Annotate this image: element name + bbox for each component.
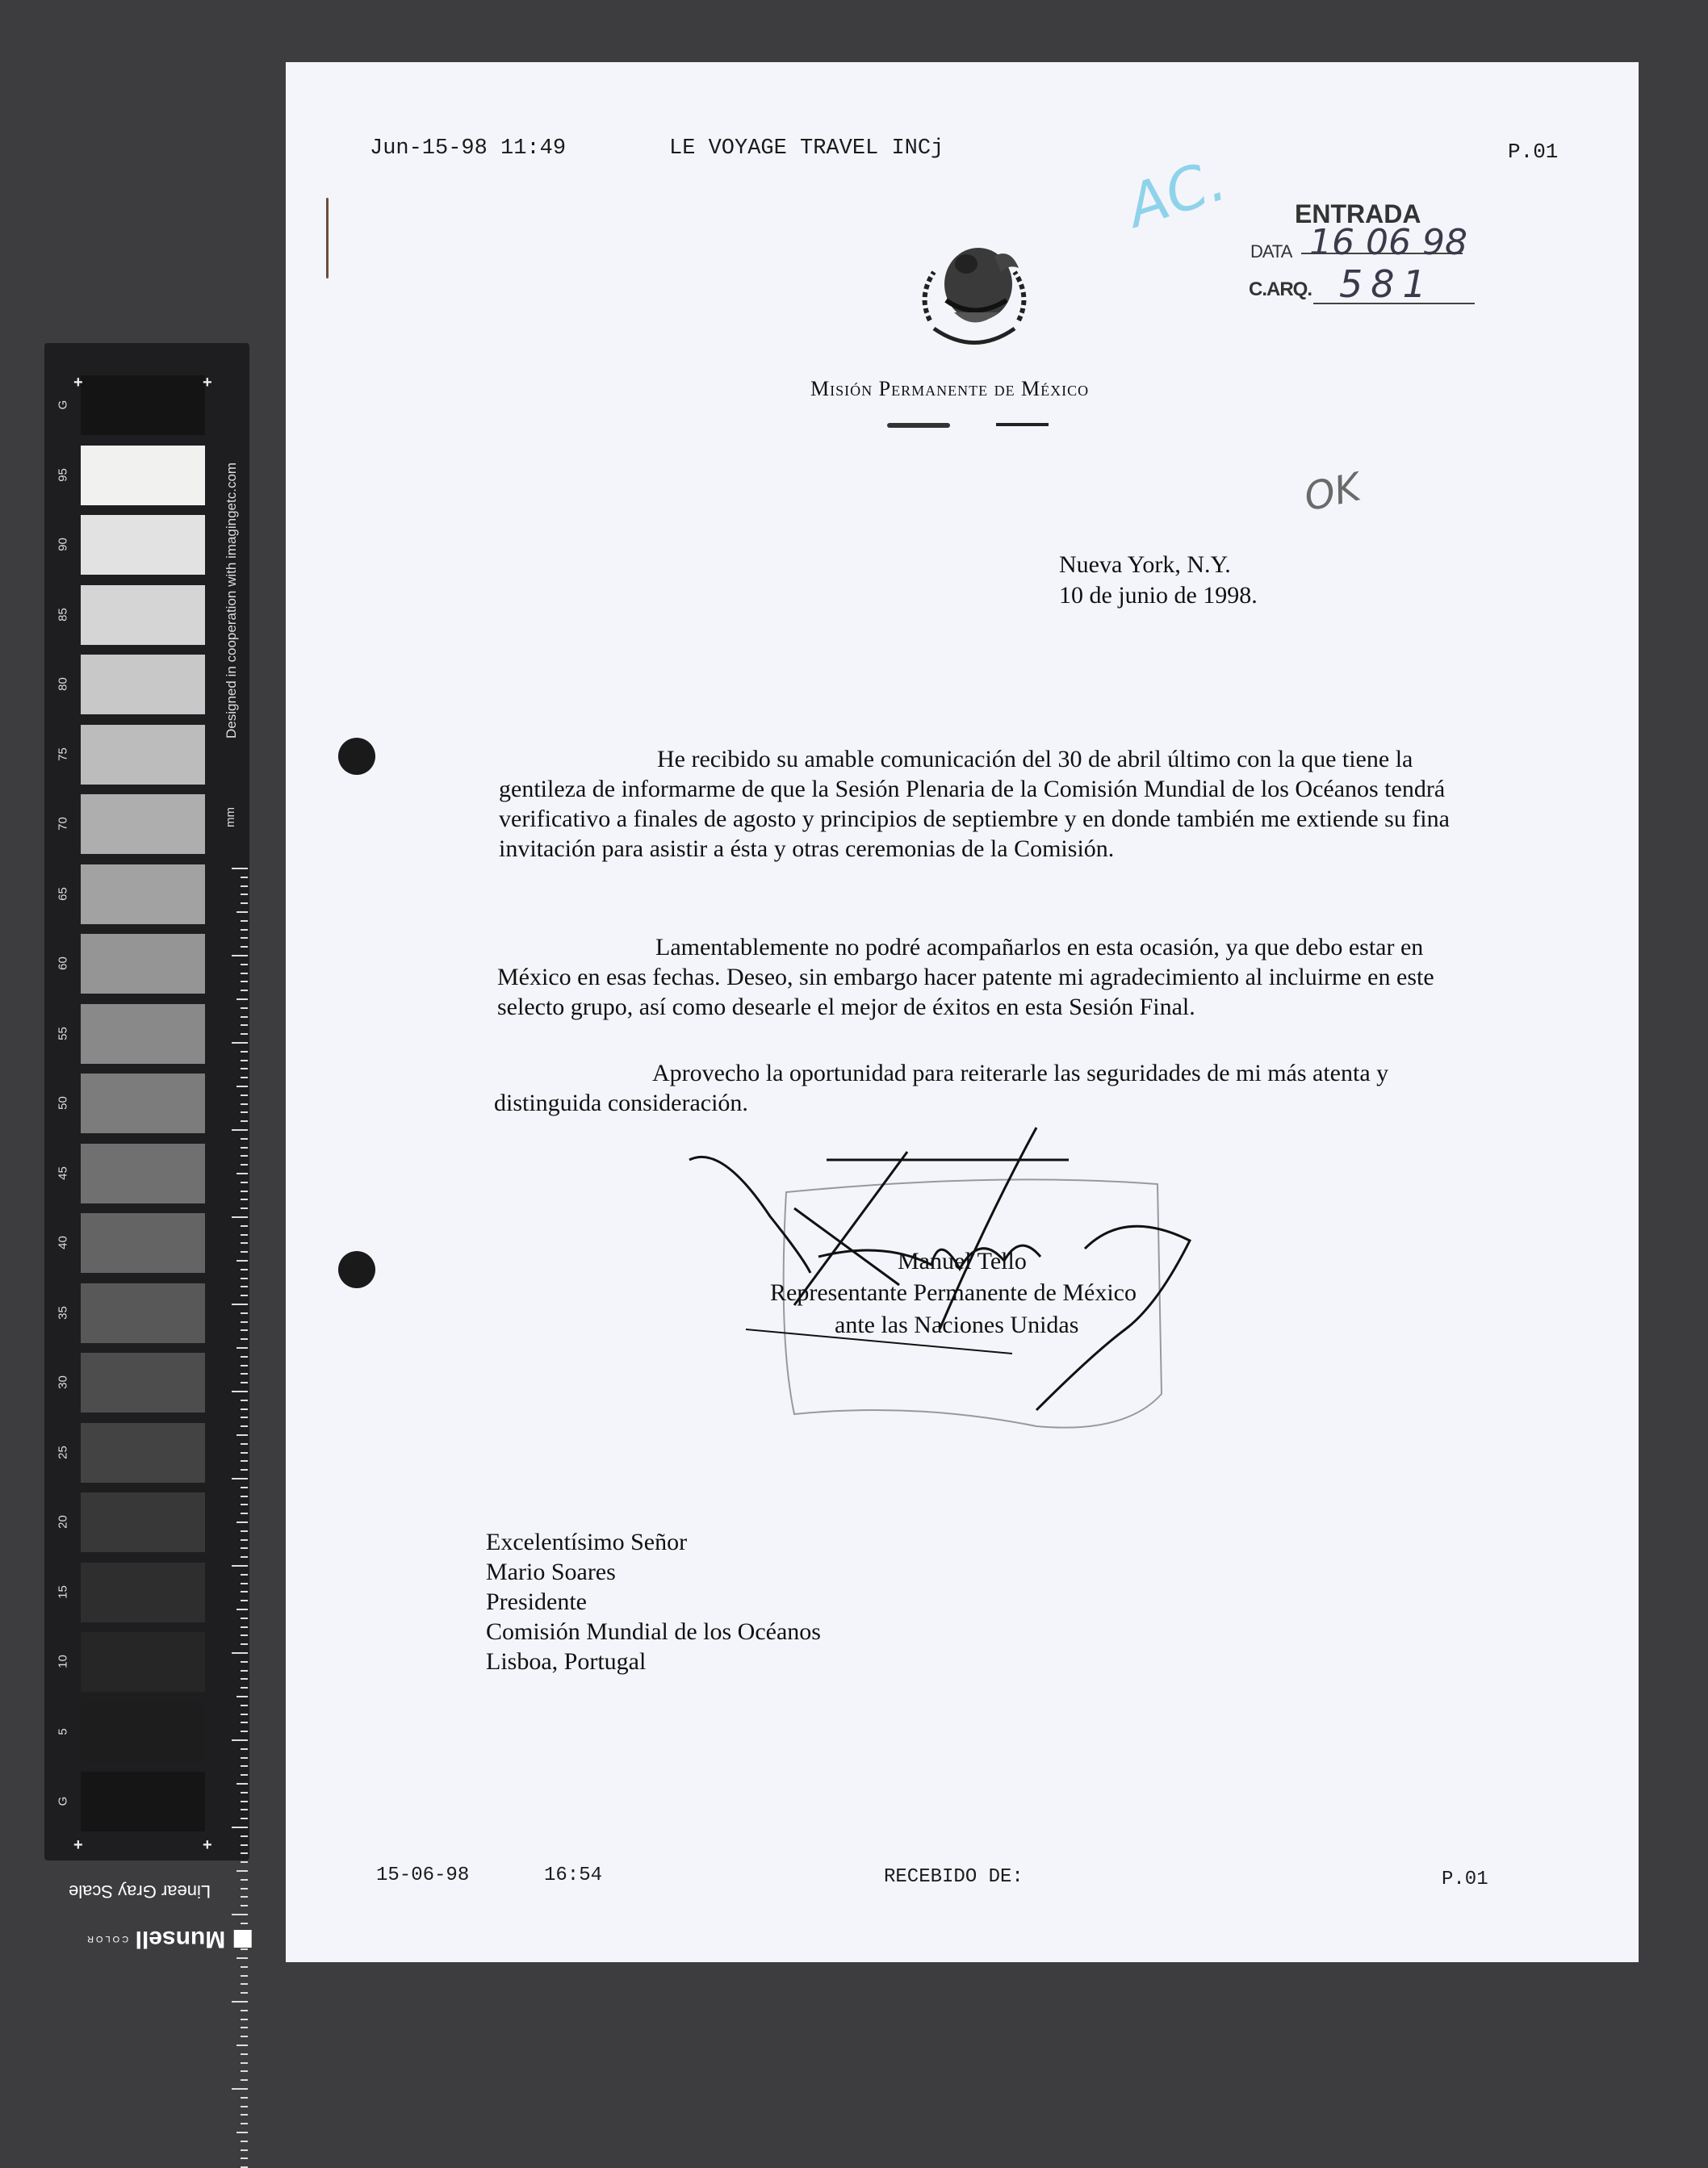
ruler-tick [237,1434,248,1436]
ruler-tick [241,1504,248,1505]
gray-patch-label: 50 [56,1096,70,1110]
ruler-tick [241,1888,248,1890]
ruler-tick [241,1774,248,1776]
ruler-tick [241,1094,248,1096]
punch-hole [338,738,375,775]
signatory-title-line-1: Representante Permanente de México [770,1279,1137,1306]
ruler-tick [241,1923,248,1924]
recipient-line: Presidente [486,1588,587,1615]
ruler-tick [241,1487,248,1488]
ruler-tick [237,998,248,1000]
gray-patch-label: 15 [56,1584,70,1599]
ruler-tick [241,1835,248,1837]
ruler-tick [241,1809,248,1810]
ruler-tick [237,1957,248,1959]
ruler-tick [241,2062,248,2064]
scale-product-name: Linear Gray Scale [69,1881,211,1902]
ruler-tick [241,1024,248,1026]
ruler-tick [232,1304,248,1305]
letter-paragraph-1: He recibido su amable comunicación del 30 de abril último con la que tiene la gentileza de informarme de que la Sesión Plenaria de la Comisión Mundial de los Océanos tendrá verificativo a finales de agosto y principios de septiembre y en donde también me extiende su fina invitación para asistir a ésta y otras ceremonias de la Comisión. [499,746,1450,862]
ruler-tick [241,1329,248,1331]
ruler-tick [241,946,248,948]
ruler-tick [241,1460,248,1462]
gray-patch [81,864,205,924]
ruler-tick [241,964,248,965]
ruler-tick [241,1103,248,1105]
ruler-tick [241,2019,248,2020]
ruler-tick [241,990,248,991]
ruler-tick [241,1714,248,1715]
fax-header-datetime: Jun-15-98 11:49 [370,136,567,161]
ruler-tick [237,911,248,913]
gray-patch-label: 90 [56,538,70,551]
ruler-tick [241,1513,248,1514]
munsell-brand-sub: COLOR [85,1934,129,1944]
ruler-tick [237,1086,248,1087]
ruler-tick [241,973,248,974]
gray-patch-label: 75 [56,747,70,761]
ruler-tick [241,929,248,931]
stamp-archive-value: 581 [1339,262,1434,306]
gray-patch-label: 10 [56,1655,70,1668]
ruler-tick [241,1687,248,1689]
ruler-tick [241,1757,248,1759]
ruler-tick [241,1199,248,1200]
ruler-tick [241,1792,248,1793]
ruler-tick [241,885,248,887]
ruler-tick [241,1983,248,1985]
stamp-archive-label: C.ARQ. [1249,278,1312,300]
ruler-tick [241,1033,248,1035]
ruler-tick [232,1391,248,1392]
signatory-title-line-2: ante las Naciones Unidas [835,1312,1079,1338]
ruler-tick [241,1417,248,1418]
gray-patch-label: 20 [56,1515,70,1529]
ruler-tick [241,1748,248,1750]
ruler-tick [241,1164,248,1166]
munsell-brand [69,1881,211,1902]
letter-paragraph-2: Lamentablemente no podré acompañarlos en esta ocasión, ya que debo estar en México en esas fechas. Deseo, sin embargo hacer patente mi agradecimiento al incluirme en este selecto grupo, así como desearle el mejor de éxitos en esta Sesión Final. [497,934,1434,1020]
gray-patch [81,1772,205,1831]
handwritten-ok-mark: OK [1300,464,1365,521]
ruler-tick [241,2097,248,2099]
ruler-tick [241,1896,248,1898]
gray-patch [81,934,205,994]
ruler-tick [241,2027,248,2028]
registration-mark: + [203,374,212,391]
gray-patch-label: 40 [56,1236,70,1249]
gray-patch [81,585,205,645]
recipient-line: Lisboa, Portugal [486,1648,647,1675]
ruler-tick [237,1870,248,1872]
ruler-tick [237,2045,248,2046]
fax-header-page: P.01 [1508,140,1559,164]
ruler-tick [241,1530,248,1532]
ruler-tick [241,2141,248,2142]
ruler-tick [237,1696,248,1697]
gray-patch [81,1492,205,1552]
ruler-tick [232,2088,248,2090]
letterhead-rule-right [996,423,1049,426]
gray-patch-label: G [56,400,70,410]
gray-patch [81,1144,205,1203]
ruler-tick [241,1278,248,1279]
gray-patch-label: 35 [56,1305,70,1320]
ruler-tick [241,1722,248,1723]
recipient-line: Excelentísimo Señor [486,1529,688,1555]
gray-patch-label: 25 [56,1445,70,1459]
letterhead-rule-left [887,423,950,428]
ruler-tick [237,1609,248,1610]
ruler-tick [241,1765,248,1767]
ruler-tick [241,1295,248,1296]
recipient-address [486,1527,821,1676]
ruler-tick [241,1452,248,1454]
registration-mark: + [73,374,83,391]
ruler-tick [232,1739,248,1741]
ruler-tick [241,1251,248,1253]
gray-patch-label: 45 [56,1166,70,1180]
gray-patch-label: 85 [56,607,70,622]
ruler-tick [241,1111,248,1113]
ruler-tick [232,1827,248,1828]
ruler-tick [241,1661,248,1663]
gray-patch-label: 65 [56,886,70,901]
ruler-tick [241,1147,248,1149]
ruler-tick [241,1469,248,1471]
ruler-tick [241,1286,248,1287]
ruler-tick [241,1068,248,1069]
ruler-tick [241,1539,248,1541]
ruler-tick [241,1496,248,1497]
ruler-tick [241,1591,248,1593]
ruler-tick [241,1060,248,1061]
ruler-tick [241,1242,248,1244]
ruler-tick [241,877,248,878]
staple-mark [326,198,329,278]
ruler-tick [241,920,248,922]
munsell-logo [85,1925,252,1952]
recipient-line: Mario Soares [486,1559,616,1585]
ruler-tick [241,1207,248,1209]
letter-date: 10 de junio de 1998. [1059,582,1258,609]
ruler-tick [241,1643,248,1645]
ruler-tick [241,1077,248,1078]
ruler-tick [241,1992,248,1994]
ruler-tick [241,1583,248,1584]
scale-credit: Designed in cooperation with imagingetc.com [224,462,239,739]
ruler-tick [241,1574,248,1576]
registration-mark: + [203,1836,212,1854]
ruler-tick [232,1478,248,1480]
gray-patch [81,446,205,505]
ruler-tick [241,1400,248,1401]
ruler-tick [241,1705,248,1706]
ruler-tick [241,1051,248,1053]
gray-patch [81,1283,205,1343]
ruler-tick [241,1818,248,1819]
ruler-tick [241,1731,248,1732]
ruler-tick [241,2114,248,2116]
gray-patch-label: 60 [56,956,70,970]
ruler-tick [232,1216,248,1218]
ruler-tick [241,1225,248,1227]
ruler-tick [241,2036,248,2037]
gray-patch [81,1563,205,1622]
ruler-tick [232,1565,248,1567]
ruler-tick [241,2079,248,2081]
gray-patch [81,794,205,854]
ruler-tick [241,1443,248,1445]
ruler-tick [241,1182,248,1183]
ruler-tick [241,1155,248,1157]
gray-patch-label: 70 [56,817,70,831]
ruler-tick [241,1547,248,1549]
munsell-logo-icon [234,1930,252,1948]
ruler-tick [232,2001,248,2003]
ruler-tick [241,894,248,895]
ruler-tick [241,1600,248,1601]
gray-patch [81,1213,205,1273]
ruler-tick [241,1234,248,1236]
ruler-tick [241,1861,248,1863]
fax-footer-received-label: RECEBIDO DE: [884,1866,1024,1888]
ruler-tick [241,1408,248,1410]
ruler-tick [241,1007,248,1009]
ruler-tick [241,2149,248,2151]
ruler-tick [241,2106,248,2107]
ruler-tick [237,1173,248,1174]
ruler-tick [241,1618,248,1619]
ruler-tick [232,1129,248,1131]
ruler-tick [241,1138,248,1140]
ruler-tick [241,1312,248,1314]
gray-patch-label: 30 [56,1375,70,1389]
ruler-tick [241,1852,248,1854]
gray-patch [81,1004,205,1064]
gray-patch-label: 80 [56,677,70,691]
recipient-line: Comisión Mundial de los Océanos [486,1618,821,1645]
stamp-date-value: 16 06 98 [1309,222,1467,263]
ruler-tick [241,2158,248,2159]
gray-patch [81,1353,205,1413]
gray-patch-label: 95 [56,467,70,482]
letter-paragraph-3: Aprovecho la oportunidad para reiterarle las seguridades de mi más atenta y distinguida consideración. [494,1060,1389,1116]
registration-mark: + [73,1836,83,1854]
ruler-tick [241,902,248,904]
gray-patch [81,1632,205,1692]
gray-patch [81,515,205,575]
ruler-tick [241,981,248,982]
ruler-tick [241,2010,248,2011]
ruler-tick [241,2053,248,2055]
ruler-tick [237,1260,248,1262]
ruler-tick [241,1626,248,1628]
fax-footer-page: P.01 [1442,1869,1488,1890]
handwritten-initials: AC. [1119,145,1234,241]
fax-header-sender: LE VOYAGE TRAVEL INCj [669,136,944,161]
ruler-tick [241,1905,248,1906]
fax-footer-time: 16:54 [544,1865,603,1886]
ruler-tick [241,1338,248,1340]
gray-patch [81,375,205,435]
gray-patch [81,1074,205,1133]
gray-patch [81,1423,205,1483]
ruler-tick [241,1879,248,1881]
ruler-tick [241,2123,248,2124]
stamp-date-label: DATA [1250,241,1292,262]
ruler-tick [241,937,248,939]
ruler-tick [241,1634,248,1636]
ruler-tick [241,1556,248,1558]
stamp-title: ENTRADA [1295,199,1421,228]
ruler-tick [241,1356,248,1358]
ruler-tick [232,868,248,869]
ruler-tick [232,1914,248,1915]
ruler-tick [241,1382,248,1383]
ruler-tick [241,1191,248,1192]
ruler-tick [241,1975,248,1977]
ruler-tick [241,2070,248,2072]
ruler-tick [232,1042,248,1044]
mexican-coat-of-arms-icon [898,224,1051,361]
gray-patch [81,655,205,714]
ruler-tick [237,1347,248,1349]
ruler-tick [241,1670,248,1672]
ruler-tick [241,1016,248,1018]
gray-patch-label: 5 [56,1727,70,1735]
ruler-tick [237,1783,248,1785]
ruler-tick [241,1373,248,1375]
gray-patch [81,725,205,785]
fax-letter-page [286,62,1639,1962]
ruler-tick [241,1678,248,1680]
ruler-tick [237,1521,248,1523]
ruler-tick [232,955,248,956]
punch-hole [338,1251,375,1288]
gray-patch-label: 55 [56,1026,70,1040]
munsell-brand-name: Munsell [135,1926,226,1952]
gray-scale-card [44,343,249,1860]
ruler-tick [241,1966,248,1968]
gray-patch-label: G [56,1796,70,1806]
ruler-tick [241,1801,248,1802]
fax-footer-date: 15-06-98 [376,1865,470,1886]
signatory-name: Manuel Tello [898,1248,1027,1274]
scale-unit: mm [224,807,237,827]
ruler-tick [241,1120,248,1122]
ruler-tick [241,1365,248,1367]
letterhead-institution: Misión Permanente de México [810,377,1090,400]
ruler-tick [241,1321,248,1323]
letter-place: Nueva York, N.Y. [1059,551,1231,578]
ruler-tick [241,1844,248,1846]
gray-patch [81,1702,205,1762]
ruler-tick [232,1652,248,1654]
ruler-tick [241,1269,248,1270]
ruler-tick [241,1425,248,1427]
ruler-tick [237,2132,248,2133]
